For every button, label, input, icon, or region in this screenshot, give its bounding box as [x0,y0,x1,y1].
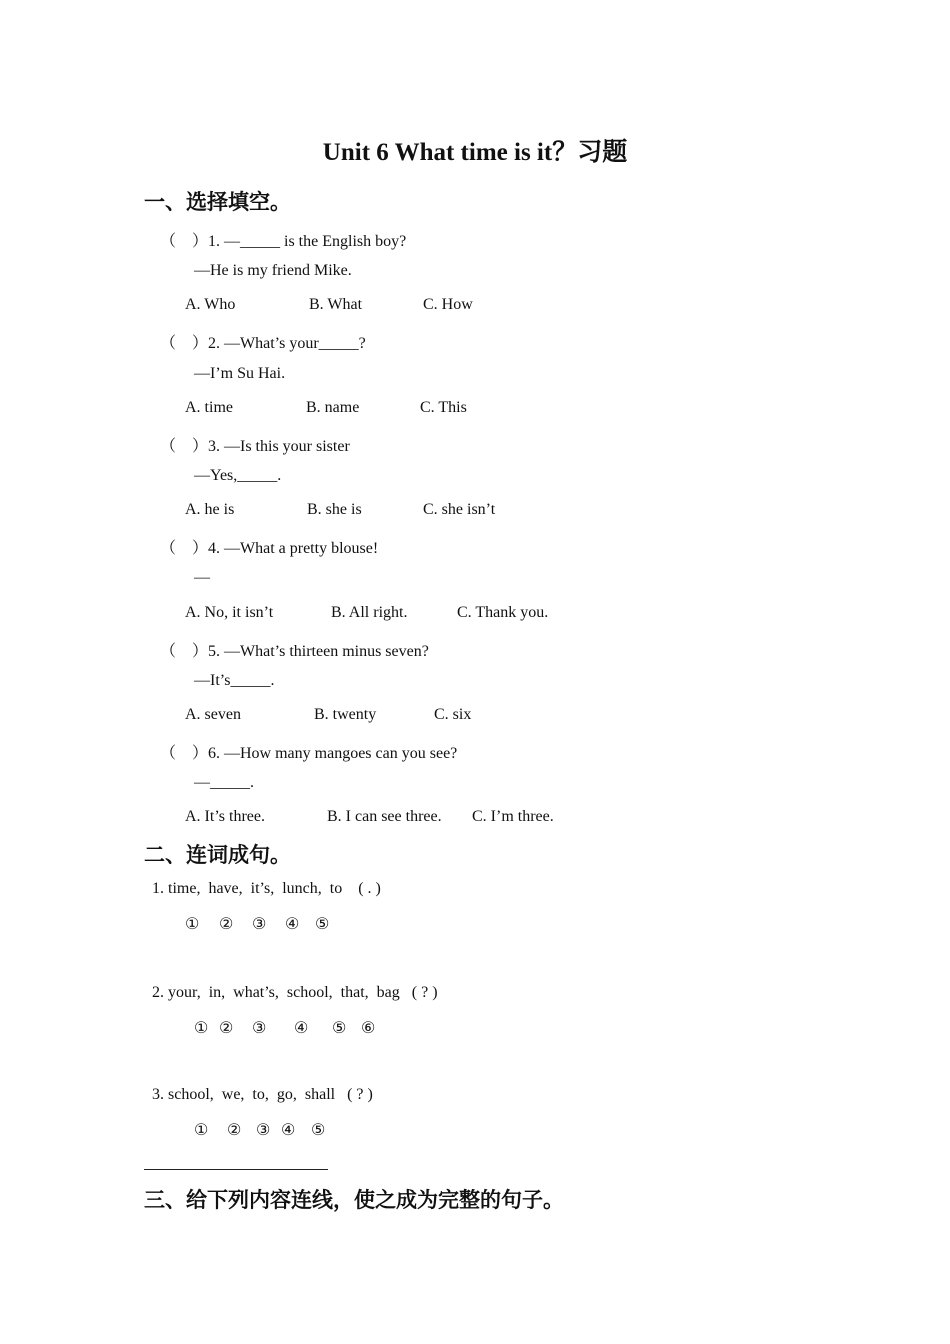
sentence-3-mark: ② [227,1122,242,1139]
sentence-1-mark: ④ [285,916,300,933]
question-6-option-b: B. I can see three. [327,808,442,825]
question-3-option-b: B. she is [307,501,362,518]
question-4-reply: — [194,569,210,586]
question-5-option-b: B. twenty [314,706,377,723]
question-1-option-b: B. What [309,296,363,313]
question-5-reply: —It’s_____. [194,672,275,689]
section-3-heading: 三、给下列内容连线，使之成为完整的句子。 [144,1188,564,1212]
sentence-2-mark: ④ [294,1020,309,1037]
question-4-option-b: B. All right. [331,604,408,621]
question-3-option-c: C. she isn’t [423,501,496,518]
question-6-stem: （ ）6. —How many mangoes can you see? [160,745,458,762]
question-5-option-a: A. seven [185,706,241,723]
question-1-reply: —He is my friend Mike. [194,262,352,279]
question-4-option-c: C. Thank you. [457,604,549,621]
question-3-stem: （ ）3. —Is this your sister [160,438,350,455]
section-1-heading: 一、选择填空。 [144,190,291,214]
sentence-3-words: 3. school, we, to, go, shall ( ? ) [152,1086,373,1103]
page-title: Unit 6 What time is it？习题 [322,139,628,166]
question-2-reply: —I’m Su Hai. [194,365,286,382]
question-6-option-c: C. I’m three. [472,808,554,825]
question-4-option-a: A. No, it isn’t [185,604,274,621]
sentence-2-words: 2. your, in, what’s, school, that, bag ( ? ) [152,984,438,1001]
question-4-stem: （ ）4. —What a pretty blouse! [160,540,379,557]
sentence-2-mark: ③ [252,1020,267,1037]
question-2-option-c: C. This [420,399,467,416]
footnote-divider [144,1169,328,1170]
question-2-stem: （ ）2. —What’s your_____? [160,335,366,352]
question-6-option-a: A. It’s three. [185,808,265,825]
sentence-3-mark: ④ [281,1122,296,1139]
sentence-3-mark: ① [194,1122,209,1139]
sentence-1-words: 1. time, have, it’s, lunch, to ( . ) [152,880,381,897]
sentence-1-mark: ① [185,916,200,933]
question-3-option-a: A. he is [185,501,235,518]
sentence-2-mark: ⑥ [361,1020,376,1037]
question-3-reply: —Yes,_____. [194,467,282,484]
question-1-option-a: A. Who [185,296,236,313]
question-5-stem: （ ）5. —What’s thirteen minus seven? [160,643,429,660]
sentence-2-mark: ⑤ [332,1020,347,1037]
question-5-option-c: C. six [434,706,472,723]
sentence-2-mark: ① [194,1020,209,1037]
question-2-option-b: B. name [306,399,360,416]
section-2-heading: 二、连词成句。 [144,843,291,867]
sentence-3-mark: ⑤ [311,1122,326,1139]
sentence-1-mark: ② [219,916,234,933]
sentence-1-mark: ⑤ [315,916,330,933]
sentence-3-mark: ③ [256,1122,271,1139]
question-2-option-a: A. time [185,399,233,416]
question-1-stem: （ ）1. —_____ is the English boy? [160,233,407,250]
question-6-reply: —_____. [194,774,254,791]
sentence-1-mark: ③ [252,916,267,933]
sentence-2-mark: ② [219,1020,234,1037]
question-1-option-c: C. How [423,296,473,313]
